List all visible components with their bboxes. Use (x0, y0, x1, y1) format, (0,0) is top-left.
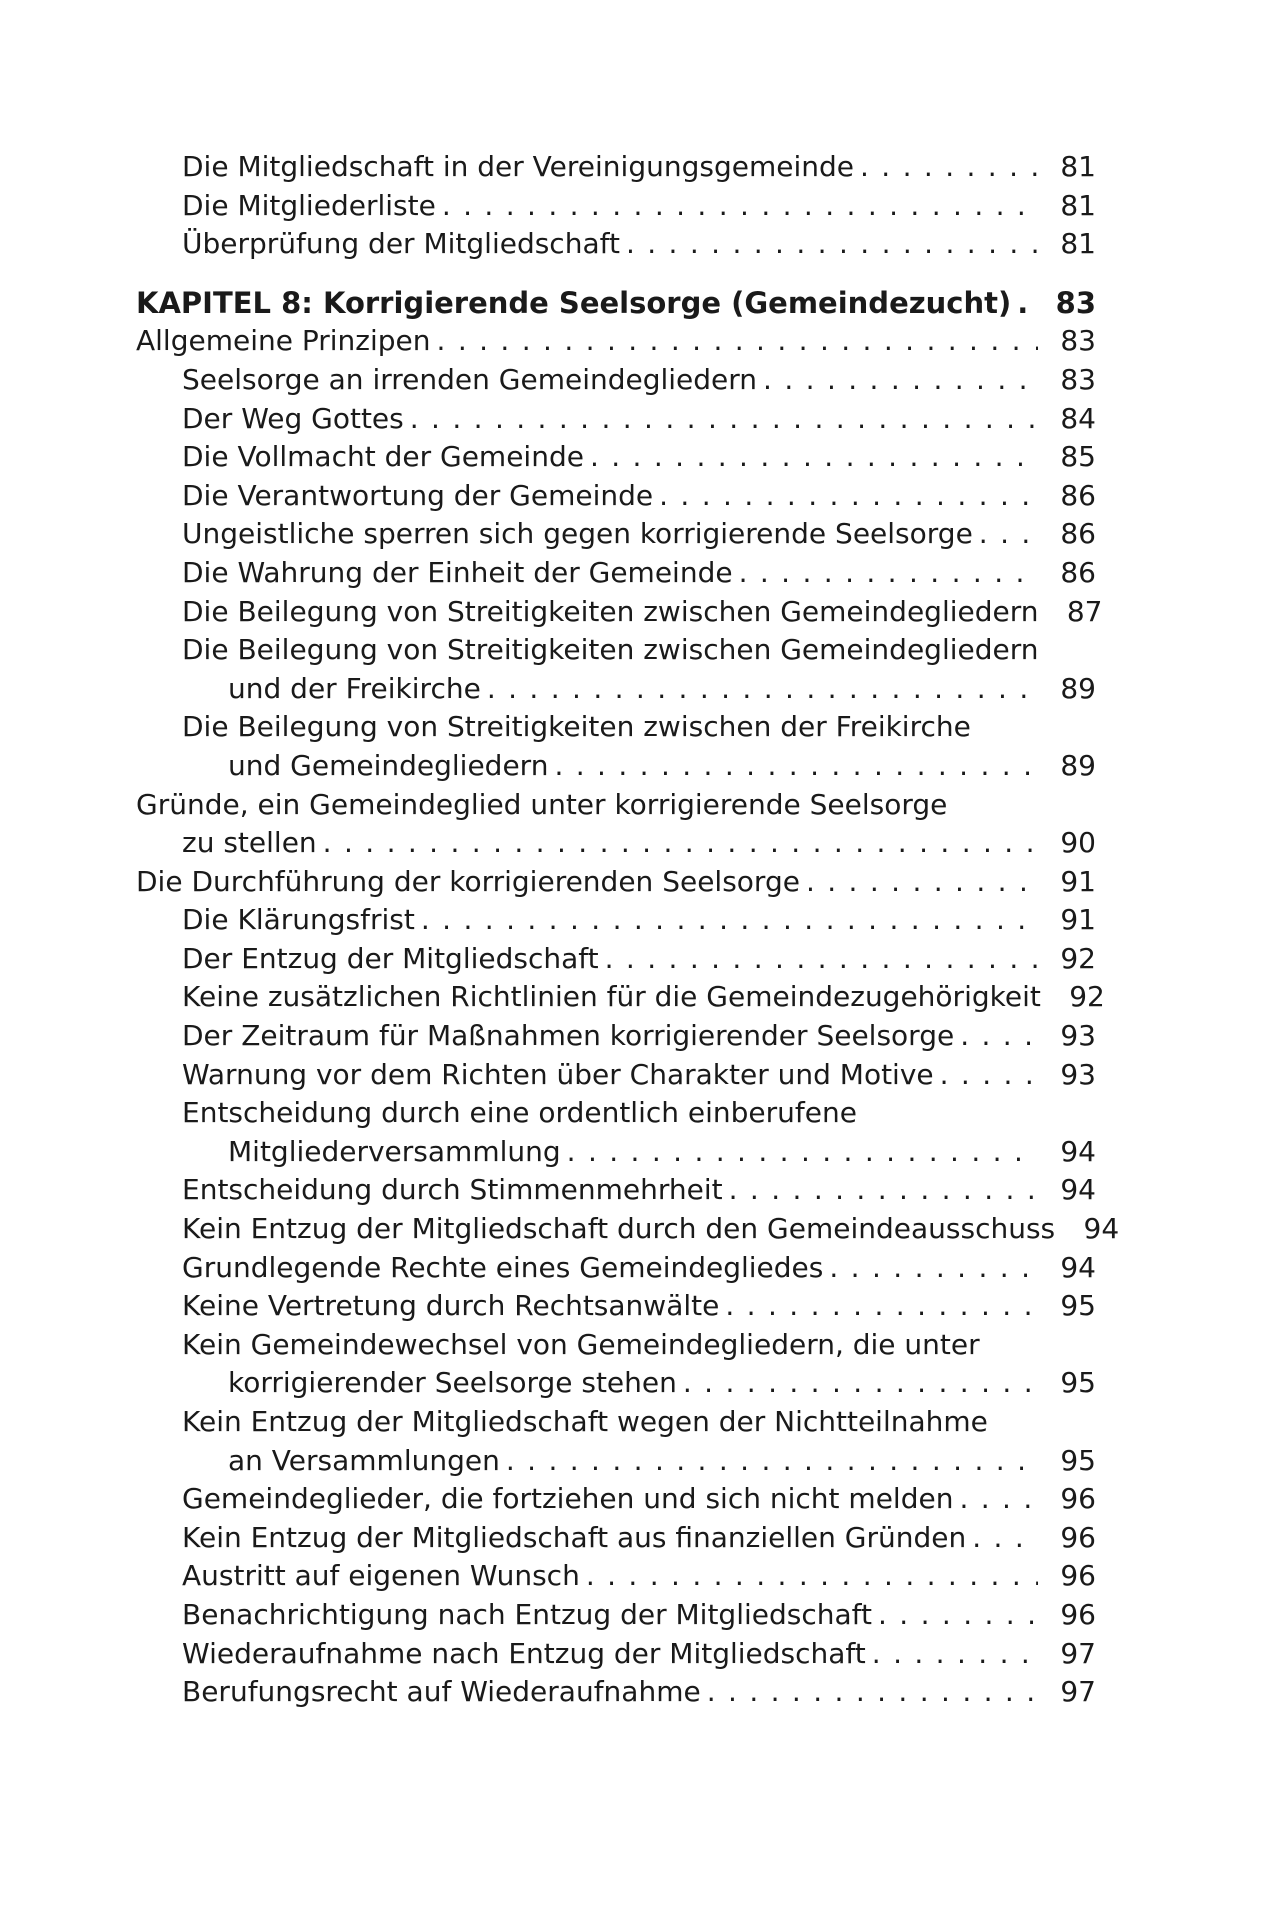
dot-leader (605, 940, 1038, 979)
chapter-heading (136, 284, 1096, 323)
toc-page-number: 95 (1060, 1443, 1096, 1477)
toc-entry-title: Kein Gemeindewechsel von Gemeindegliedern, die unter (182, 1327, 980, 1361)
toc-page-number: 97 (1060, 1636, 1096, 1670)
toc-page-number: 96 (1060, 1482, 1096, 1516)
toc-entry-title: Die Beilegung von Streitigkeiten zwischen Gemeindegliedern (182, 594, 1039, 628)
toc-page-number: 94 (1060, 1173, 1096, 1207)
toc-page-number: 94 (1060, 1250, 1096, 1284)
toc-entry-title: Wiederaufnahme nach Entzug der Mitgliedschaft (182, 1636, 866, 1670)
toc-entry-title: Allgemeine Prinzipen (136, 324, 431, 358)
dot-leader (860, 148, 1038, 187)
toc-entry-title: und der Freikirche (228, 671, 481, 705)
dot-leader (739, 554, 1038, 593)
toc-page-number: 92 (1069, 980, 1105, 1014)
toc-entry (136, 1094, 1096, 1133)
toc-entry-title: Ungeistliche sperren sich gegen korrigierende Seelsorge (182, 517, 973, 551)
toc-page-number: 96 (1060, 1520, 1096, 1554)
toc-page-number: 95 (1060, 1289, 1096, 1323)
dot-leader (960, 1017, 1038, 1056)
toc-page-number: 83 (1060, 324, 1096, 358)
toc-entry-title: Die Klärungsfrist (182, 903, 415, 937)
dot-leader (554, 747, 1038, 786)
dot-leader (442, 187, 1038, 226)
toc-entry-title: Entscheidung durch eine ordentlich einberufene (182, 1096, 857, 1130)
dot-leader (410, 400, 1038, 439)
toc-page-number: 94 (1060, 1134, 1096, 1168)
dot-leader (806, 863, 1038, 902)
toc-entry (136, 1480, 1096, 1519)
toc-entry-title: Berufungsrecht auf Wiederaufnahme (182, 1675, 701, 1709)
toc-entry-title: Die Mitgliederliste (182, 188, 436, 222)
toc-entry (136, 1673, 1096, 1712)
toc-page-number: 97 (1060, 1675, 1096, 1709)
dot-leader (729, 1171, 1038, 1210)
toc-entry (136, 631, 1096, 670)
toc-page-number: 94 (1083, 1212, 1120, 1246)
toc-entry (136, 901, 1096, 940)
dot-leader (487, 670, 1038, 709)
dot-leader (323, 824, 1038, 863)
toc-page-number: 84 (1060, 401, 1096, 435)
toc-page-number: 81 (1060, 188, 1096, 222)
dot-leader (979, 515, 1038, 554)
toc-entry-title: Kein Entzug der Mitgliedschaft wegen der Nichtteilnahme (182, 1405, 988, 1438)
toc-entry-title: korrigierender Seelsorge stehen (228, 1366, 677, 1400)
toc-page-number: 81 (1060, 227, 1096, 261)
toc-entry-title: Grundlegende Rechte eines Gemeindegliedes (182, 1250, 824, 1284)
toc-entry-title: Warnung vor dem Richten über Charakter und Motive (182, 1057, 934, 1091)
dot-leader (506, 1442, 1038, 1481)
toc-entry (136, 400, 1096, 439)
toc-page-number: 96 (1060, 1597, 1096, 1631)
toc-entry (136, 1133, 1096, 1172)
toc-entry-title: Überprüfung der Mitgliedschaft (182, 227, 620, 261)
toc-page-number: 89 (1060, 748, 1096, 782)
toc-entry-title: und Gemeindegliedern (228, 748, 549, 782)
toc-entry (136, 1557, 1096, 1596)
toc-entry-title: Die Wahrung der Einheit der Gemeinde (182, 555, 733, 589)
toc-entry-title: Der Entzug der Mitgliedschaft (182, 941, 599, 975)
dot-leader (1017, 284, 1038, 323)
toc-entry (136, 786, 1096, 825)
toc-entry-title: Gründe, ein Gemeindeglied unter korrigierende Seelsorge (136, 787, 948, 821)
toc-entry (136, 148, 1096, 187)
toc-entry (136, 1056, 1096, 1095)
toc-entry-title: Der Zeitraum für Maßnahmen korrigierender Seelsorge (182, 1019, 955, 1053)
toc-page-number: 95 (1060, 1366, 1096, 1400)
dot-leader (959, 1480, 1038, 1519)
dot-leader (421, 901, 1038, 940)
toc-page-number: 87 (1066, 594, 1103, 628)
toc-entry (136, 1519, 1096, 1558)
dot-leader (972, 1519, 1038, 1558)
toc-entry (136, 1249, 1096, 1288)
toc-entry-title: Keine zusätzlichen Richtlinien für die Gemeindezugehörigkeit (182, 980, 1041, 1014)
toc-entry (136, 593, 1103, 632)
toc-page-number: 81 (1060, 150, 1096, 183)
toc-entry-title: Austritt auf eigenen Wunsch (182, 1559, 580, 1593)
toc-entry (136, 1171, 1096, 1210)
toc-page-number: 90 (1060, 826, 1096, 860)
toc-entry-title: zu stellen (182, 826, 317, 860)
toc-page-number: 86 (1060, 517, 1096, 551)
dot-leader (567, 1133, 1038, 1172)
dot-leader (872, 1635, 1038, 1674)
toc-page-number: 85 (1060, 440, 1096, 474)
dot-leader (437, 322, 1038, 361)
toc-page-number: 93 (1060, 1019, 1096, 1053)
dot-leader (829, 1249, 1038, 1288)
toc-entry-title: Keine Vertretung durch Rechtsanwälte (182, 1289, 720, 1323)
toc-entry (136, 1326, 1096, 1365)
toc-page-number: 83 (1060, 362, 1096, 396)
dot-leader (707, 1673, 1038, 1712)
toc-entry (136, 978, 1105, 1017)
toc-page-number: 91 (1060, 903, 1096, 937)
toc-entry (136, 1364, 1096, 1403)
toc-entry (136, 1442, 1096, 1481)
dot-leader (878, 1596, 1038, 1635)
toc-entry (136, 940, 1096, 979)
dot-leader (626, 225, 1038, 264)
toc-entry (136, 1596, 1096, 1635)
toc-entry-title: Die Beilegung von Streitigkeiten zwischen Gemeindegliedern (182, 633, 1039, 667)
toc-entry-title: an Versammlungen (228, 1443, 500, 1477)
toc-entry (136, 1017, 1096, 1056)
toc-entry-title: KAPITEL 8: Korrigierende Seelsorge (Gemeindezucht) (136, 285, 1012, 320)
toc-entry-title: Die Mitgliedschaft in der Vereinigungsgemeinde (182, 150, 854, 183)
toc-entry (136, 1210, 1120, 1249)
dot-leader (763, 361, 1038, 400)
toc-entry-title: Die Durchführung der korrigierenden Seelsorge (136, 864, 800, 898)
toc-entry (136, 438, 1096, 477)
toc-entry-title: Die Beilegung von Streitigkeiten zwischen der Freikirche (182, 710, 971, 744)
toc-entry (136, 225, 1096, 264)
toc-entry-title: Benachrichtigung nach Entzug der Mitgliedschaft (182, 1597, 872, 1631)
toc-entry (136, 554, 1096, 593)
toc-entry (136, 515, 1096, 554)
toc-page-number: 83 (1055, 285, 1096, 320)
toc-entry-title: Entscheidung durch Stimmenmehrheit (182, 1173, 723, 1207)
toc-entry (136, 1287, 1096, 1326)
toc-entry (136, 670, 1096, 709)
toc-entry (136, 322, 1096, 361)
toc-entry (136, 477, 1096, 516)
toc-entry-title: Kein Entzug der Mitgliedschaft durch den Gemeindeausschuss (182, 1212, 1056, 1246)
toc-page-number: 91 (1060, 864, 1096, 898)
table-of-contents (136, 148, 1120, 1712)
toc-page-number: 96 (1060, 1559, 1096, 1593)
toc-entry (136, 708, 1096, 747)
toc-entry (136, 1403, 1096, 1442)
toc-page-number: 92 (1060, 941, 1096, 975)
dot-leader (590, 438, 1038, 477)
toc-entry-title: Die Vollmacht der Gemeinde (182, 440, 584, 474)
toc-entry (136, 747, 1096, 786)
toc-entry (136, 187, 1096, 226)
toc-entry-title: Mitgliederversammlung (228, 1134, 561, 1168)
toc-entry-title: Der Weg Gottes (182, 401, 404, 435)
toc-entry (136, 361, 1096, 400)
dot-leader (940, 1056, 1038, 1095)
toc-page-number: 86 (1060, 555, 1096, 589)
toc-entry (136, 863, 1096, 902)
dot-leader (725, 1287, 1038, 1326)
toc-entry (136, 824, 1096, 863)
toc-entry-title: Seelsorge an irrenden Gemeindegliedern (182, 362, 758, 396)
toc-page-number: 89 (1060, 671, 1096, 705)
toc-entry-title: Gemeindeglieder, die fortziehen und sich nicht melden (182, 1482, 954, 1516)
dot-leader (683, 1364, 1038, 1403)
toc-page-number: 93 (1060, 1057, 1096, 1091)
toc-page-number: 86 (1060, 478, 1096, 512)
dot-leader (586, 1557, 1038, 1596)
toc-entry (136, 1635, 1096, 1674)
toc-entry-title: Kein Entzug der Mitgliedschaft aus finanziellen Gründen (182, 1520, 967, 1554)
dot-leader (659, 477, 1038, 516)
toc-entry-title: Die Verantwortung der Gemeinde (182, 478, 654, 512)
